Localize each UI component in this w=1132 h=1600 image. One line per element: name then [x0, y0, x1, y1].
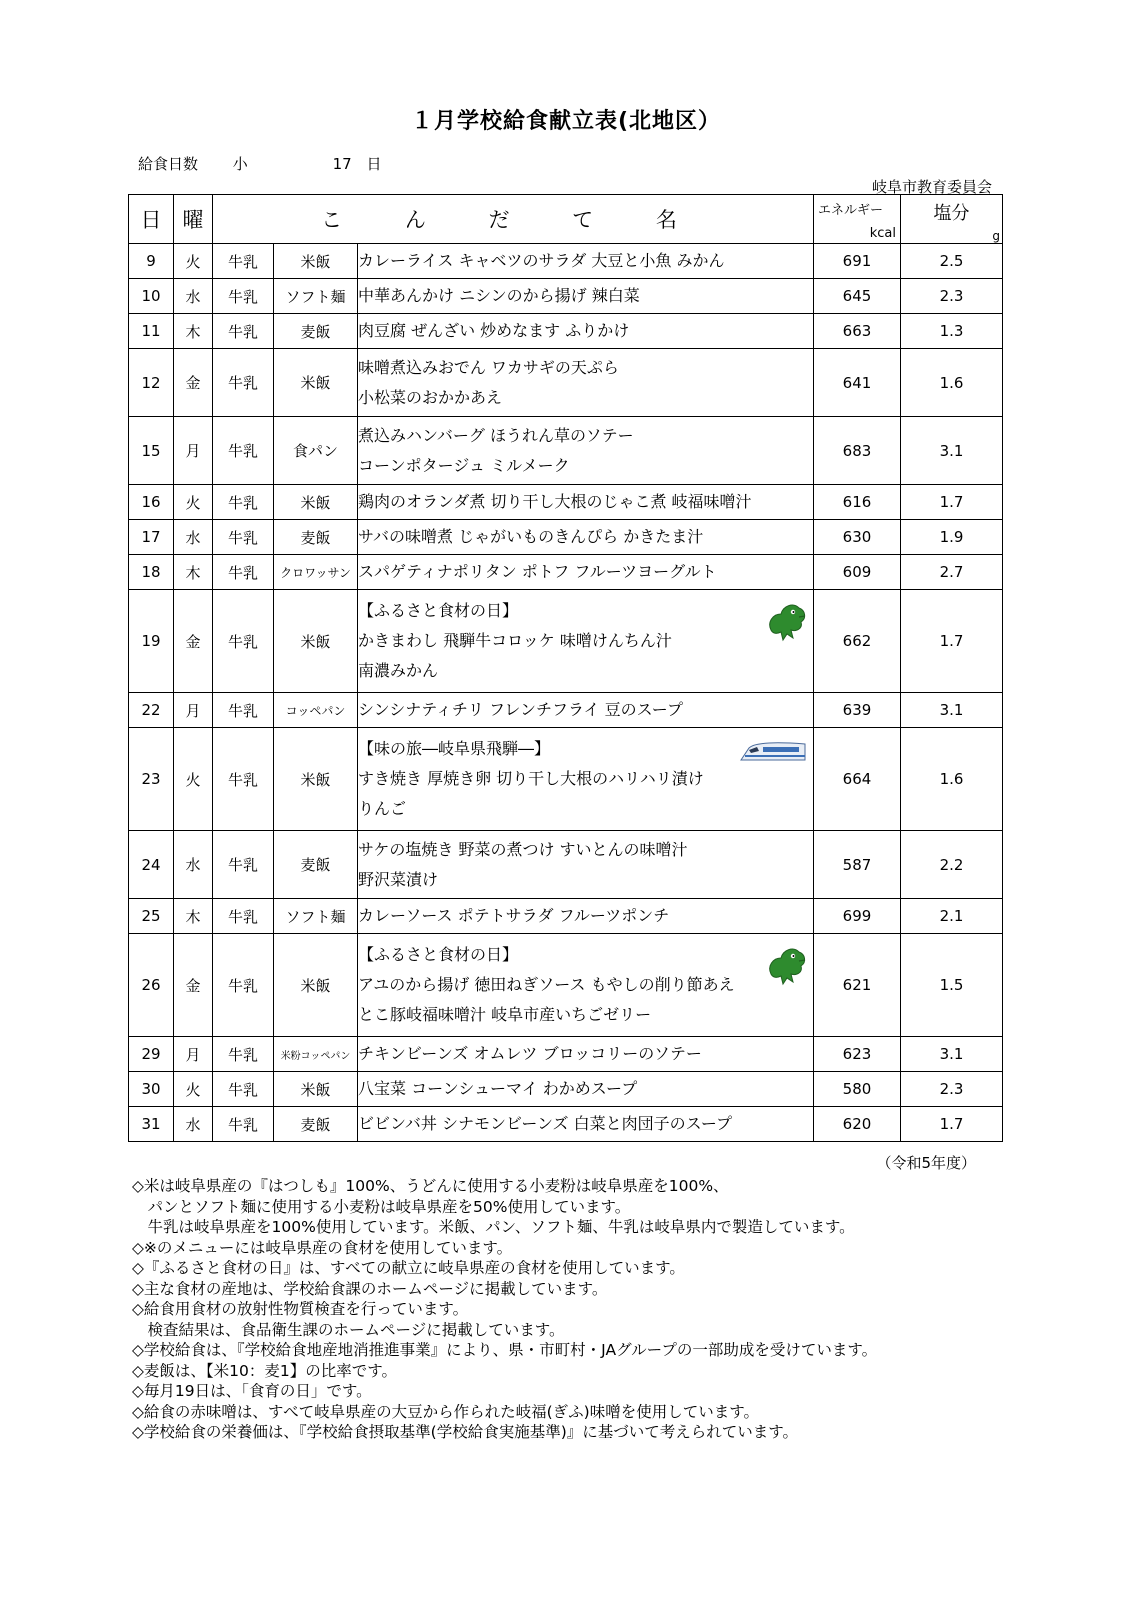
weekday-cell: 金	[174, 590, 213, 693]
dishes-cell	[358, 1072, 814, 1107]
dishes-cell	[358, 693, 814, 728]
dish-line: 【ふるさと食材の日】	[358, 945, 519, 964]
weekday-cell: 水	[174, 520, 213, 555]
dishes-wrap	[358, 940, 813, 1030]
menu-row	[129, 831, 1003, 899]
header-energy-unit: kcal	[869, 226, 896, 241]
dishes-cell	[358, 417, 814, 485]
milk-cell: 牛乳	[213, 244, 274, 279]
dishes-cell	[358, 279, 814, 314]
staple-cell: 食パン	[274, 417, 358, 485]
day-cell: 18	[129, 555, 174, 590]
dishes-cell	[358, 899, 814, 934]
dish-line: シンシナティチリ フレンチフライ 豆のスープ	[358, 700, 683, 719]
day-cell: 12	[129, 349, 174, 417]
header-energy-label: エネルギー	[818, 203, 884, 218]
milk-cell: 牛乳	[213, 590, 274, 693]
dishes-cell	[358, 244, 814, 279]
dish-line: 小松菜のおかかあえ	[358, 387, 503, 407]
salt-cell: 2.7	[901, 555, 1003, 590]
note-line: ◇給食用食材の放射性物質検査を行っています。	[132, 1300, 469, 1318]
energy-cell: 621	[814, 934, 901, 1037]
weekday-cell: 火	[174, 728, 213, 831]
note-line: ◇『ふるさと食材の日』は、すべての献立に岐阜県産の食材を使用しています。	[132, 1259, 685, 1277]
dish-line: 【味の旅―岐阜県飛騨―】	[358, 739, 551, 758]
day-cell: 31	[129, 1107, 174, 1142]
milk-cell: 牛乳	[213, 417, 274, 485]
dishes-cell	[358, 590, 814, 693]
menu-row	[129, 934, 1003, 1037]
salt-cell: 3.1	[901, 417, 1003, 485]
day-cell: 19	[129, 590, 174, 693]
energy-cell: 662	[814, 590, 901, 693]
menu-row	[129, 1107, 1003, 1142]
day-cell: 16	[129, 485, 174, 520]
milk-cell: 牛乳	[213, 314, 274, 349]
note-line: ◇※のメニューには岐阜県産の食材を使用しています。	[132, 1238, 513, 1257]
salt-cell: 2.5	[901, 244, 1003, 279]
energy-cell: 699	[814, 899, 901, 934]
dish-line: 味噌煮込みおでん ワカサギの天ぷら	[358, 357, 619, 377]
dishes-wrap	[358, 695, 813, 725]
milk-cell: 牛乳	[213, 485, 274, 520]
note-line: 牛乳は岐阜県産を100%使用しています。米飯、パン、ソフト麺、牛乳は岐阜県内で製造しています。	[132, 1218, 855, 1236]
menu-row	[129, 244, 1003, 279]
staple-cell: ソフト麺	[274, 899, 358, 934]
dishes-wrap	[358, 246, 813, 276]
dish-line: サケの塩焼き 野菜の煮つけ すいとんの味噌汁	[358, 839, 688, 859]
dish-line: かきまわし 飛騨牛コロッケ 味噌けんちん汁	[358, 631, 672, 650]
menu-row	[129, 728, 1003, 831]
dishes-cell	[358, 1037, 814, 1072]
day-cell: 11	[129, 314, 174, 349]
weekday-cell: 木	[174, 899, 213, 934]
dishes-cell	[358, 520, 814, 555]
day-cell: 9	[129, 244, 174, 279]
menu-row	[129, 279, 1003, 314]
salt-cell: 1.5	[901, 934, 1003, 1037]
weekday-cell: 月	[174, 1037, 213, 1072]
milk-cell: 牛乳	[213, 1037, 274, 1072]
milk-cell: 牛乳	[213, 1107, 274, 1142]
menu-row	[129, 349, 1003, 417]
weekday-cell: 火	[174, 244, 213, 279]
dishes-wrap	[358, 734, 813, 824]
milk-cell: 牛乳	[213, 899, 274, 934]
day-cell: 17	[129, 520, 174, 555]
milk-cell: 牛乳	[213, 520, 274, 555]
menu-row	[129, 417, 1003, 485]
menu-row	[129, 590, 1003, 693]
milk-cell: 牛乳	[213, 934, 274, 1037]
energy-cell: 645	[814, 279, 901, 314]
header-day: 日	[129, 195, 174, 244]
salt-cell: 1.7	[901, 485, 1003, 520]
dishes-wrap	[358, 316, 813, 346]
page-title: １月学校給食献立表(北地区）	[410, 109, 722, 134]
salt-cell: 2.3	[901, 1072, 1003, 1107]
dishes-wrap	[358, 353, 813, 413]
energy-cell: 683	[814, 417, 901, 485]
salt-cell: 1.7	[901, 1107, 1003, 1142]
staple-cell: ソフト麺	[274, 279, 358, 314]
dishes-cell	[358, 831, 814, 899]
meal-days-count: 17	[332, 155, 352, 173]
header-energy	[814, 195, 901, 244]
salt-cell: 3.1	[901, 693, 1003, 728]
salt-cell: 1.9	[901, 520, 1003, 555]
menu-row	[129, 1037, 1003, 1072]
staple-cell: 米飯	[274, 934, 358, 1037]
milk-cell: 牛乳	[213, 728, 274, 831]
dish-line: スパゲティナポリタン ポトフ フルーツヨーグルト	[358, 562, 717, 581]
day-cell: 30	[129, 1072, 174, 1107]
dishes-wrap	[358, 1074, 813, 1104]
header-row	[129, 195, 1003, 244]
staple-cell: 米飯	[274, 485, 358, 520]
dish-line: カレーライス キャベツのサラダ 大豆と小魚 みかん	[358, 251, 725, 270]
dishes-wrap	[358, 522, 813, 552]
weekday-cell: 水	[174, 831, 213, 899]
energy-cell: 620	[814, 1107, 901, 1142]
dishes-cell	[358, 349, 814, 417]
day-cell: 24	[129, 831, 174, 899]
milk-cell: 牛乳	[213, 1072, 274, 1107]
day-cell: 25	[129, 899, 174, 934]
meal-days	[138, 153, 381, 174]
menu-row	[129, 899, 1003, 934]
note-line: ◇給食の赤味噌は、すべて岐阜県産の大豆から作られた岐福(ぎふ)味噌を使用しています。	[132, 1402, 759, 1421]
dish-line: 八宝菜 コーンシューマイ わかめスープ	[358, 1079, 638, 1098]
note-line: ◇毎月19日は、「食育の日」です。	[132, 1382, 372, 1400]
dish-line: 鶏肉のオランダ煮 切り干し大根のじゃこ煮 岐福味噌汁	[358, 492, 752, 511]
dishes-cell	[358, 555, 814, 590]
energy-cell: 639	[814, 693, 901, 728]
dishes-wrap	[358, 596, 813, 686]
staple-cell: 麦飯	[274, 314, 358, 349]
dishes-cell	[358, 485, 814, 520]
milk-cell: 牛乳	[213, 555, 274, 590]
energy-cell: 587	[814, 831, 901, 899]
staple-cell: クロワッサン	[274, 555, 358, 590]
energy-cell: 616	[814, 485, 901, 520]
dishes-wrap	[358, 421, 813, 481]
menu-row	[129, 1072, 1003, 1107]
dishes-wrap	[358, 835, 813, 895]
note-line: ◇学校給食は、『学校給食地産地消推進事業』により、県・市町村・JAグループの一部助成を受けています。	[132, 1341, 878, 1359]
menu-row	[129, 555, 1003, 590]
header-menu: こ ん だ て 名	[213, 195, 814, 244]
menu-body	[129, 244, 1003, 1142]
dish-line: ビビンバ丼 シナモンビーンズ 白菜と肉団子のスープ	[358, 1114, 733, 1133]
menu-table	[128, 194, 1003, 1142]
energy-cell: 609	[814, 555, 901, 590]
day-cell: 10	[129, 279, 174, 314]
dishes-cell	[358, 934, 814, 1037]
meal-days-unit: 日	[366, 155, 382, 173]
staple-cell: 米飯	[274, 590, 358, 693]
dishes-wrap	[358, 281, 813, 311]
energy-cell: 623	[814, 1037, 901, 1072]
dishes-wrap	[358, 487, 813, 517]
staple-cell: 米飯	[274, 244, 358, 279]
header-salt-label: 塩分	[933, 203, 970, 224]
salt-cell: 1.6	[901, 349, 1003, 417]
note-line: 検査結果は、食品衛生課のホームページに掲載しています。	[132, 1320, 565, 1339]
staple-cell: 米飯	[274, 349, 358, 417]
weekday-cell: 金	[174, 349, 213, 417]
green-mascot-icon	[763, 944, 809, 986]
weekday-cell: 水	[174, 1107, 213, 1142]
dish-line: 南濃みかん	[358, 661, 439, 680]
header-salt-unit: g	[992, 229, 1000, 243]
staple-cell: 麦飯	[274, 520, 358, 555]
note-line: ◇麦飯は、【米10：麦1】の比率です。	[132, 1361, 398, 1380]
dish-line: とこ豚岐福味噌汁 岐阜市産いちごゼリー	[358, 1005, 652, 1024]
day-cell: 29	[129, 1037, 174, 1072]
dish-line: アユのから揚げ 徳田ねぎソース もやしの削り節あえ	[358, 975, 735, 994]
dish-line: チキンビーンズ オムレツ ブロッコリーのソテー	[358, 1044, 702, 1063]
dishes-wrap	[358, 901, 813, 931]
milk-cell: 牛乳	[213, 831, 274, 899]
salt-cell: 2.3	[901, 279, 1003, 314]
menu-row	[129, 520, 1003, 555]
menu-row	[129, 485, 1003, 520]
header-weekday: 曜	[174, 195, 213, 244]
milk-cell: 牛乳	[213, 279, 274, 314]
dishes-wrap	[358, 1109, 813, 1139]
salt-cell: 1.3	[901, 314, 1003, 349]
staple-cell: 麦飯	[274, 831, 358, 899]
weekday-cell: 月	[174, 417, 213, 485]
note-line: ◇主な食材の産地は、学校給食課のホームページに掲載しています。	[132, 1279, 608, 1298]
note-line: パンとソフト麺に使用する小麦粉は岐阜県産を50%使用しています。	[132, 1197, 631, 1216]
staple-cell: 米粉コッペパン	[274, 1037, 358, 1072]
dishes-cell	[358, 1107, 814, 1142]
dish-line: すき焼き 厚焼き卵 切り干し大根のハリハリ漬け	[358, 769, 704, 788]
energy-cell: 664	[814, 728, 901, 831]
dishes-wrap	[358, 557, 813, 587]
dishes-cell	[358, 728, 814, 831]
notes	[132, 1176, 1012, 1443]
menu-row	[129, 314, 1003, 349]
era-label: （令和5年度）	[876, 1154, 976, 1172]
menu-row	[129, 693, 1003, 728]
weekday-cell: 金	[174, 934, 213, 1037]
energy-cell: 691	[814, 244, 901, 279]
salt-cell: 2.2	[901, 831, 1003, 899]
salt-cell: 2.1	[901, 899, 1003, 934]
energy-cell: 641	[814, 349, 901, 417]
meal-days-label: 給食日数	[138, 155, 199, 173]
dish-line: カレーソース ポテトサラダ フルーツポンチ	[358, 906, 670, 925]
milk-cell: 牛乳	[213, 349, 274, 417]
staple-cell: コッペパン	[274, 693, 358, 728]
dish-line: サバの味噌煮 じゃがいものきんぴら かきたま汁	[358, 527, 704, 546]
dish-line: 煮込みハンバーグ ほうれん草のソテー	[358, 425, 634, 445]
issuer: 岐阜市教育委員会	[871, 178, 992, 196]
dishes-wrap	[358, 1039, 813, 1069]
dish-line: 野沢菜漬け	[358, 869, 439, 889]
dish-line: 【ふるさと食材の日】	[358, 601, 519, 620]
note-line: ◇学校給食の栄養価は、『学校給食摂取基準(学校給食実施基準)』に基づいて考えられています。	[132, 1423, 799, 1441]
weekday-cell: 水	[174, 279, 213, 314]
meal-days-school: 小	[232, 155, 248, 173]
day-cell: 26	[129, 934, 174, 1037]
milk-cell: 牛乳	[213, 693, 274, 728]
weekday-cell: 木	[174, 555, 213, 590]
dish-line: 肉豆腐 ぜんざい 炒めなます ふりかけ	[358, 321, 630, 340]
green-mascot-icon	[763, 600, 809, 642]
dish-line: りんご	[358, 799, 407, 818]
header-salt	[901, 195, 1003, 244]
salt-cell: 1.7	[901, 590, 1003, 693]
energy-cell: 580	[814, 1072, 901, 1107]
weekday-cell: 月	[174, 693, 213, 728]
dish-line: 中華あんかけ ニシンのから揚げ 辣白菜	[358, 286, 640, 305]
staple-cell: 米飯	[274, 1072, 358, 1107]
salt-cell: 3.1	[901, 1037, 1003, 1072]
energy-cell: 663	[814, 314, 901, 349]
energy-cell: 630	[814, 520, 901, 555]
train-icon	[739, 738, 809, 764]
staple-cell: 麦飯	[274, 1107, 358, 1142]
weekday-cell: 火	[174, 1072, 213, 1107]
day-cell: 23	[129, 728, 174, 831]
day-cell: 22	[129, 693, 174, 728]
staple-cell: 米飯	[274, 728, 358, 831]
dishes-cell	[358, 314, 814, 349]
weekday-cell: 火	[174, 485, 213, 520]
salt-cell: 1.6	[901, 728, 1003, 831]
weekday-cell: 木	[174, 314, 213, 349]
day-cell: 15	[129, 417, 174, 485]
dish-line: コーンポタージュ ミルメーク	[358, 455, 570, 475]
note-line: ◇米は岐阜県産の『はつしも』100%、うどんに使用する小麦粉は岐阜県産を100%、	[132, 1177, 729, 1195]
